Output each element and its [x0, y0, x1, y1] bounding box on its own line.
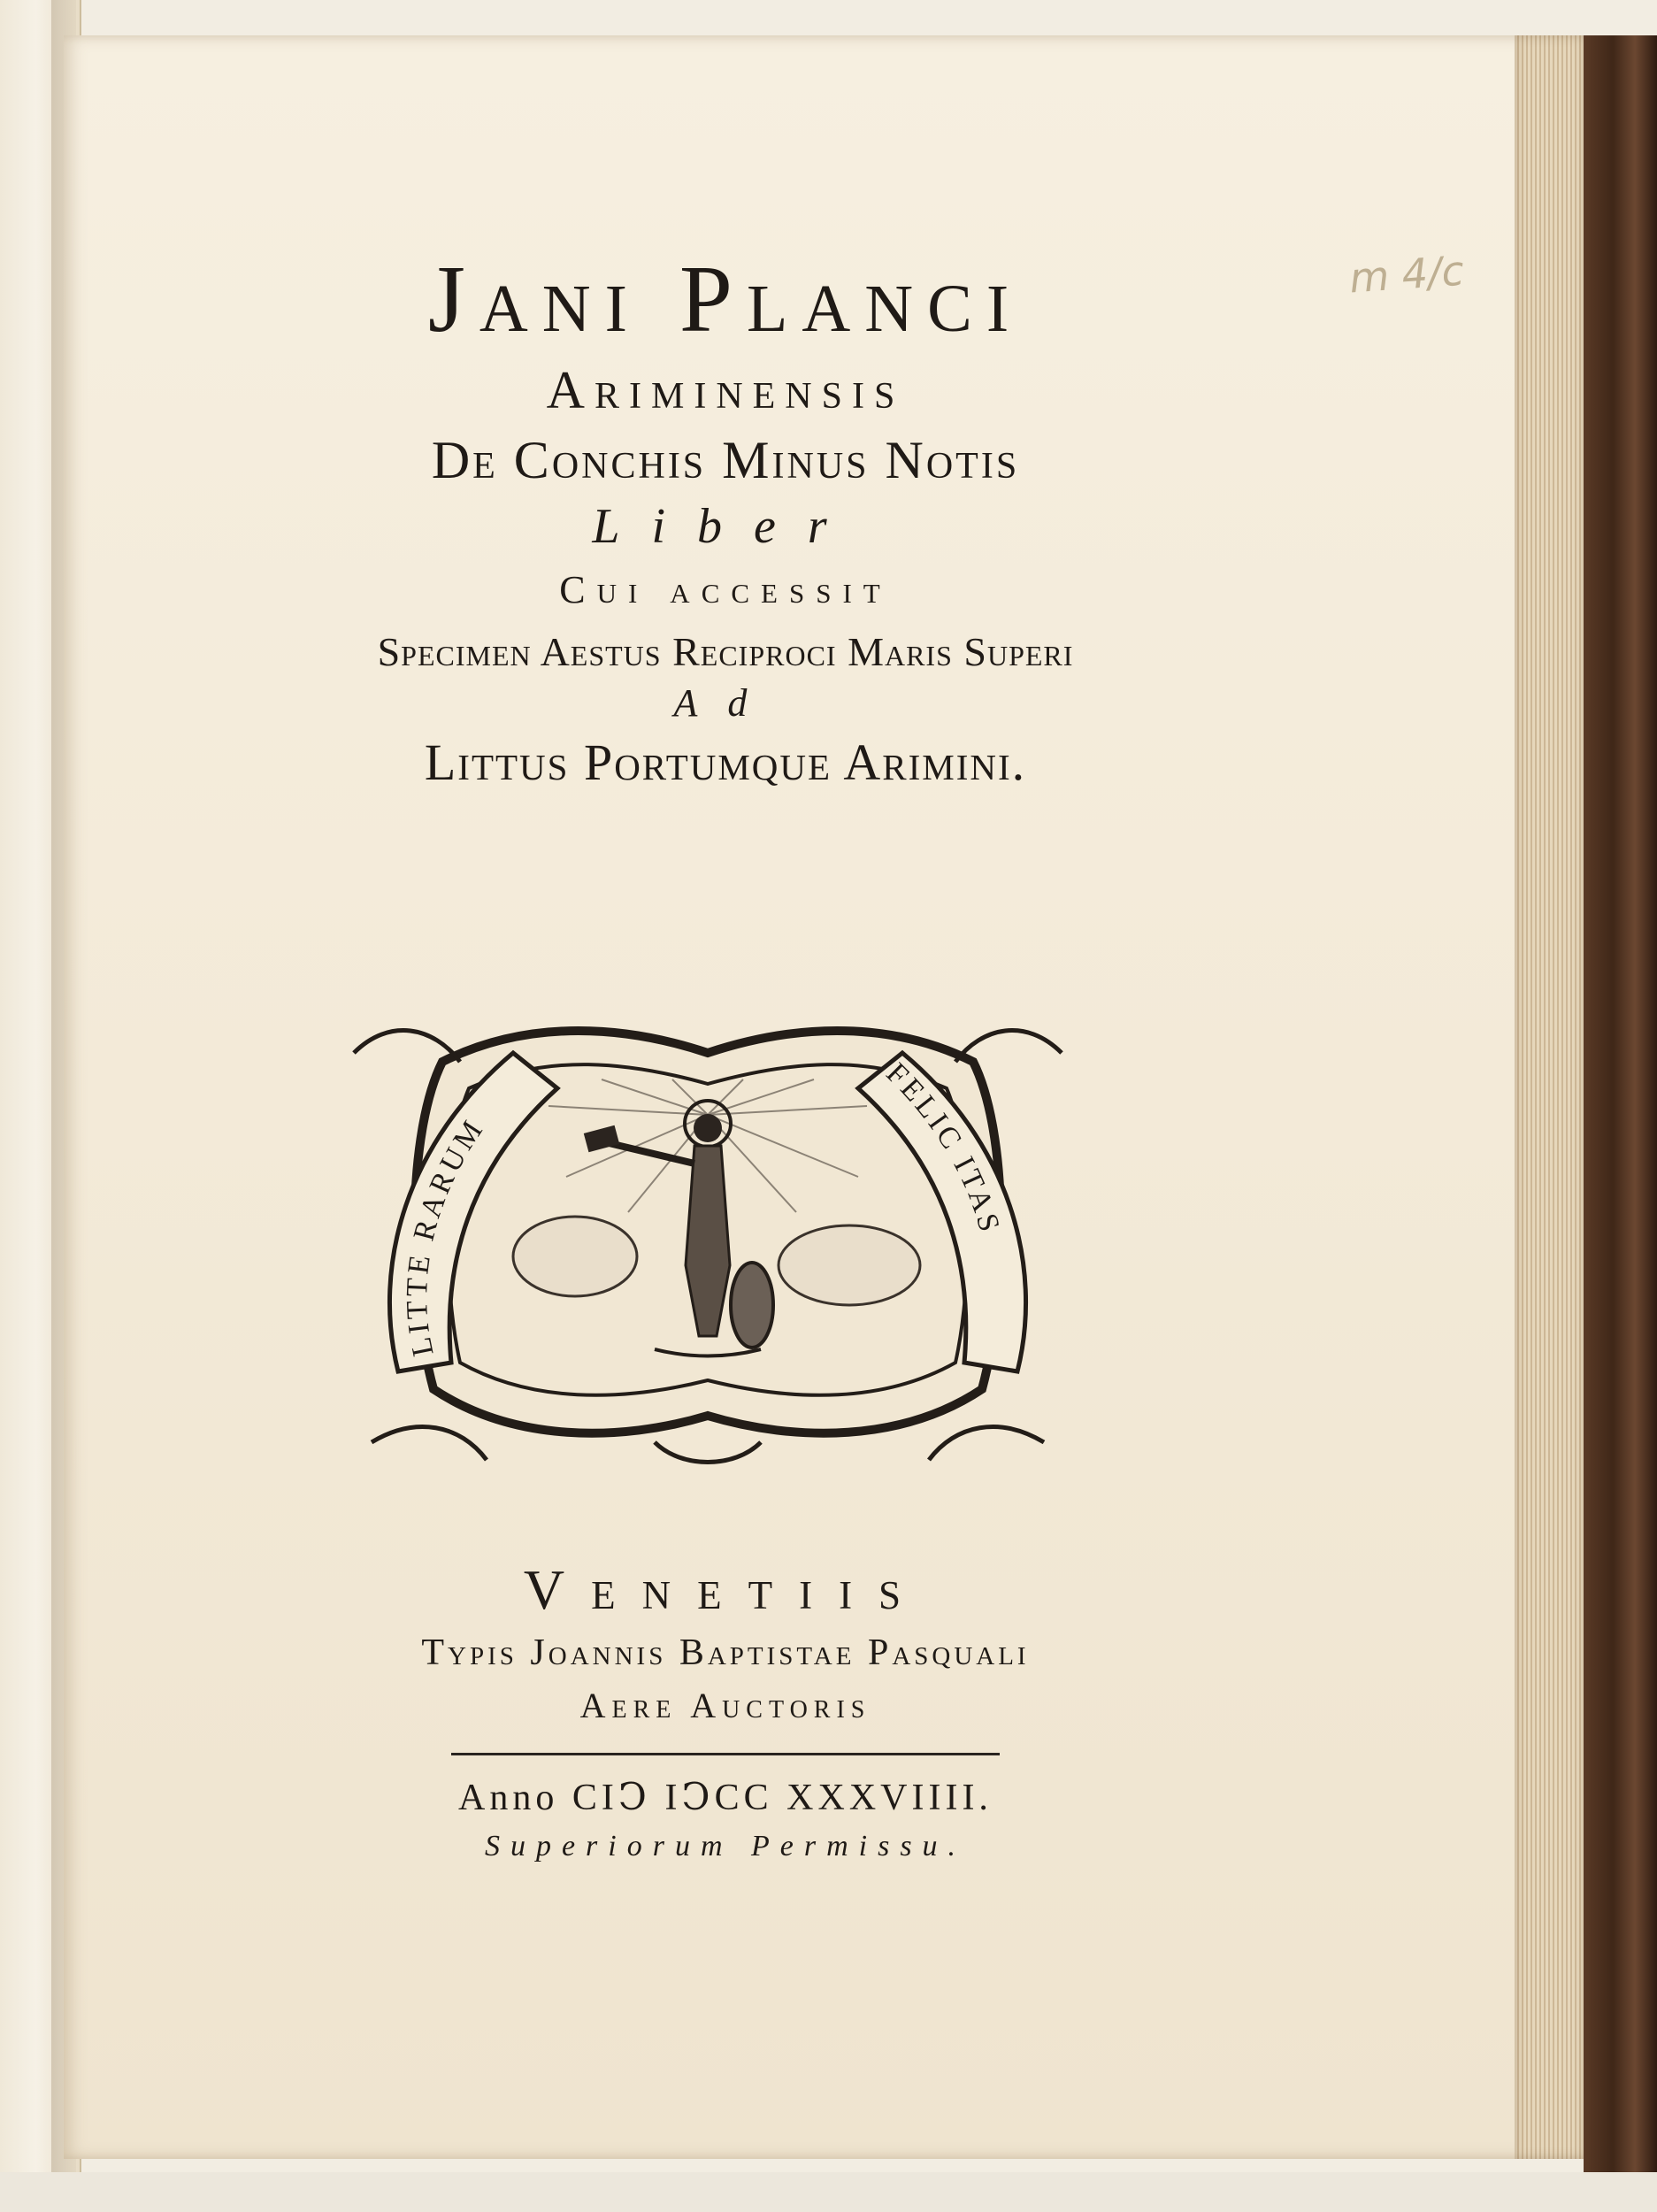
imprint-block	[159, 1557, 1292, 1863]
cloud-right	[779, 1225, 920, 1305]
book-title: De Conchis Minus Notis	[431, 430, 1020, 489]
author-name: Jani Planci	[427, 247, 1024, 352]
shield	[731, 1263, 773, 1348]
pencil-shelfmark: m 4/c	[1347, 246, 1466, 303]
ad-word: Ad	[673, 680, 778, 725]
background-strip	[0, 2172, 1657, 2212]
figure-head	[694, 1114, 722, 1142]
page-block-edges	[1515, 35, 1585, 2159]
motto-right: FELIC ITAS	[879, 1056, 1007, 1239]
printer-device-vignette	[336, 1000, 1079, 1478]
figure-body	[686, 1146, 730, 1336]
specimen-title: Specimen Aestus Reciproci Maris Superi	[377, 628, 1074, 674]
cui-accessit: Cui accessit	[559, 567, 892, 611]
liber-word: Liber	[592, 498, 859, 554]
imprint-expense: Aere Auctoris	[579, 1686, 871, 1725]
littus-title: Littus Portumque Arimini.	[424, 733, 1027, 791]
imprint-permission: Superiorum Permissu.	[484, 1830, 967, 1863]
author-origin: Ariminensis	[546, 360, 905, 419]
title-block	[159, 248, 1292, 792]
cloud-left	[513, 1217, 637, 1296]
imprint-rule	[451, 1753, 1000, 1755]
imprint-city: Venetiis	[523, 1558, 928, 1621]
leather-binding	[1584, 35, 1657, 2177]
motto-left: LITTE RARUM	[400, 1112, 491, 1359]
imprint-printer: Typis Joannis Baptistae Pasquali	[421, 1632, 1030, 1673]
imprint-year: Anno CIↃ IↃCC XXXVIIII.	[458, 1778, 993, 1818]
